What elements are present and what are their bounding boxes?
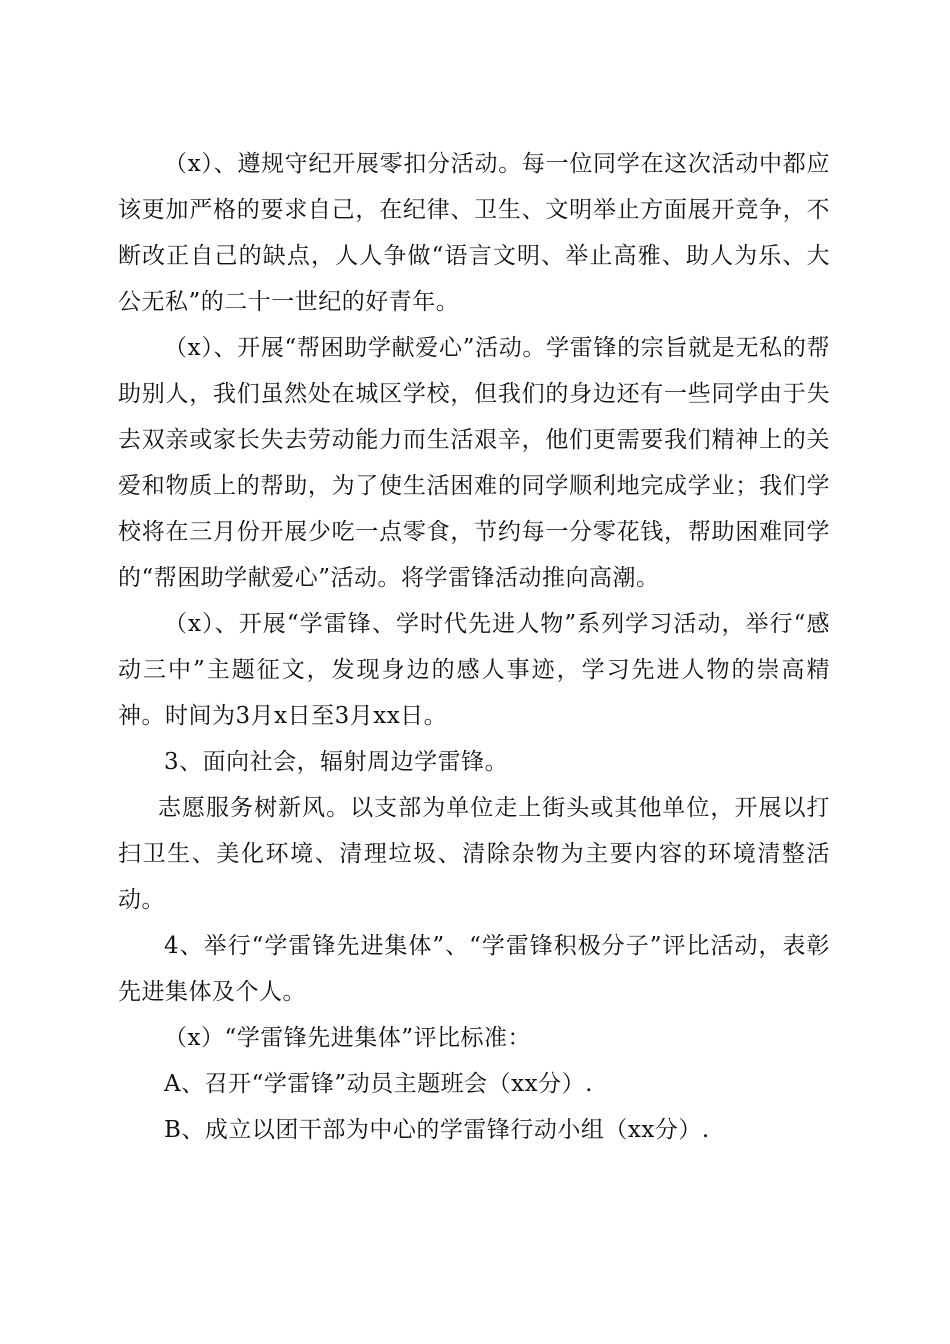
paragraph-volunteer-service: 志愿服务树新风。以支部为单位走上街头或其他单位，开展以打扫卫生、美化环境、清理垃圾、清除杂物为主要内容的环境清整活动。	[118, 795, 830, 913]
paragraph-section-4-heading: 4、举行“学雷锋先进集体”、“学雷锋积极分子”评比活动，表彰先进集体及个人。	[118, 933, 830, 1005]
document-body	[118, 141, 830, 1153]
paragraph-criteria-b: B、成立以团干部为中心的学雷锋行动小组（xx分）.	[164, 1117, 710, 1143]
paragraph-study-activity: （x）、开展“学雷锋、学时代先进人物”系列学习活动，举行“感动三中”主题征文，发现身边的感人事迹，学习先进人物的崇高精神。时间为3月x日至3月xx日。	[118, 611, 830, 729]
paragraph-section-3-heading: 3、面向社会，辐射周边学雷锋。	[164, 749, 509, 775]
paragraph-criteria-title: （x）“学雷锋先进集体”评比标准：	[164, 1025, 531, 1051]
paragraph-criteria-a: A、召开“学雷锋”动员主题班会（xx分）.	[164, 1071, 593, 1097]
paragraph-help-students-activity: （x）、开展“帮困助学献爱心”活动。学雷锋的宗旨就是无私的帮助别人，我们虽然处在城区学校，但我们的身边还有一些同学由于失去双亲或家长失去劳动能力而生活艰辛，他们更需要我们精神上的关爱和物质上的帮助，为了使生活困难的同学顺利地完成学业；我们学校将在三月份开展少吃一点零食，节约每一分零花钱，帮助困难同学的“帮困助学献爱心”活动。将学雷锋活动推向高潮。	[118, 335, 830, 591]
paragraph-discipline-activity: （x）、遵规守纪开展零扣分活动。每一位同学在这次活动中都应该更加严格的要求自己，在纪律、卫生、文明举止方面展开竞争，不断改正自己的缺点，人人争做“语言文明、举止高雅、助人为乐、大公无私”的二十一世纪的好青年。	[118, 151, 830, 315]
